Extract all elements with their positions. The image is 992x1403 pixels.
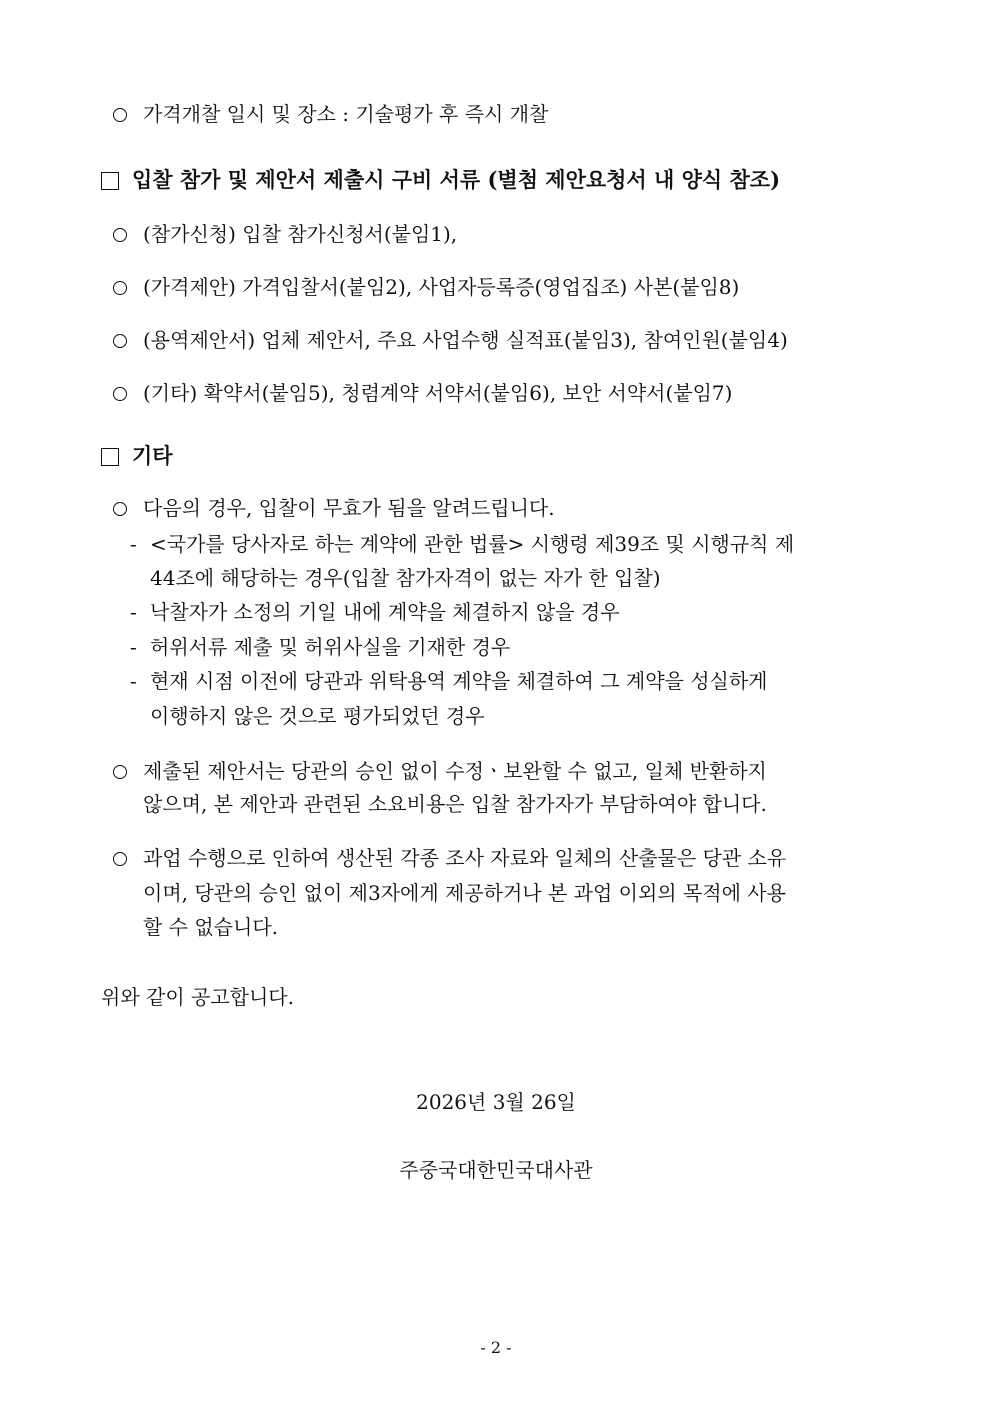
bullet-circle-icon xyxy=(113,765,127,779)
closing-statement: 위와 같이 공고합니다. xyxy=(101,985,294,1009)
invalid-item-line: <국가를 당사자로 하는 계약에 관한 법률> 시행령 제39조 및 시행규칙 제 xyxy=(150,532,795,556)
invalid-item-line: 이행하지 않은 것으로 평가되었던 경우 xyxy=(150,704,485,728)
doc-item: (가격제안) 가격입찰서(붙임2), 사업자등록증(영업집조) 사본(붙임8) xyxy=(143,275,740,299)
section-heading-documents: 입찰 참가 및 제안서 제출시 구비 서류 (별첨 제안요청서 내 양식 참조) xyxy=(132,167,781,192)
section-box-icon xyxy=(101,448,119,466)
doc-item: (용역제안서) 업체 제안서, 주요 사업수행 실적표(붙임3), 참여인원(붙임4) xyxy=(143,328,788,352)
section-box-icon xyxy=(101,172,119,190)
section-heading-other: 기타 xyxy=(132,443,173,468)
notice-line: 과업 수행으로 인하여 생산된 각종 조사 자료와 일체의 산출물은 당관 소유 xyxy=(143,846,787,870)
dash-marker: - xyxy=(130,669,137,693)
doc-item: (기타) 확약서(붙임5), 청렴계약 서약서(붙임6), 보안 서약서(붙임7) xyxy=(143,381,733,405)
bullet-circle-icon xyxy=(113,108,127,122)
page-number: - 2 - xyxy=(480,1338,512,1357)
invalid-intro: 다음의 경우, 입찰이 무효가 됨을 알려드립니다. xyxy=(143,496,555,520)
bullet-circle-icon xyxy=(113,852,127,866)
doc-item: (참가신청) 입찰 참가신청서(붙임1), xyxy=(143,222,458,246)
notice-line: 이며, 당관의 승인 없이 제3자에게 제공하거나 본 과업 이외의 목적에 사용 xyxy=(143,881,786,905)
bullet-circle-icon xyxy=(113,228,127,242)
notice-line: 할 수 없습니다. xyxy=(143,915,278,939)
dash-marker: - xyxy=(130,532,137,556)
bullet-circle-icon xyxy=(113,387,127,401)
dash-marker: - xyxy=(130,600,137,624)
notice-line: 않으며, 본 제안과 관련된 소요비용은 입찰 참가자가 부담하여야 합니다. xyxy=(143,792,767,816)
bullet-circle-icon xyxy=(113,281,127,295)
bullet-circle-icon xyxy=(113,334,127,348)
invalid-item-line: 낙찰자가 소정의 기일 내에 계약을 체결하지 않을 경우 xyxy=(150,600,620,624)
bullet-circle-icon xyxy=(113,502,127,516)
dash-marker: - xyxy=(130,635,137,659)
invalid-item-line: 허위서류 제출 및 허위사실을 기재한 경우 xyxy=(150,635,511,659)
invalid-item-line: 현재 시점 이전에 당관과 위탁용역 계약을 체결하여 그 계약을 성실하게 xyxy=(150,669,768,693)
notice-line: 제출된 제안서는 당관의 승인 없이 수정ㆍ보완할 수 없고, 일체 반환하지 xyxy=(143,759,767,783)
issuer-name: 주중국대한민국대사관 xyxy=(399,1158,593,1182)
announcement-date: 2026년 3월 26일 xyxy=(416,1090,576,1114)
invalid-item-line: 44조에 해당하는 경우(입찰 참가자격이 없는 자가 한 입찰) xyxy=(150,566,661,590)
bid-opening-line: 가격개찰 일시 및 장소 : 기술평가 후 즉시 개찰 xyxy=(143,102,549,126)
